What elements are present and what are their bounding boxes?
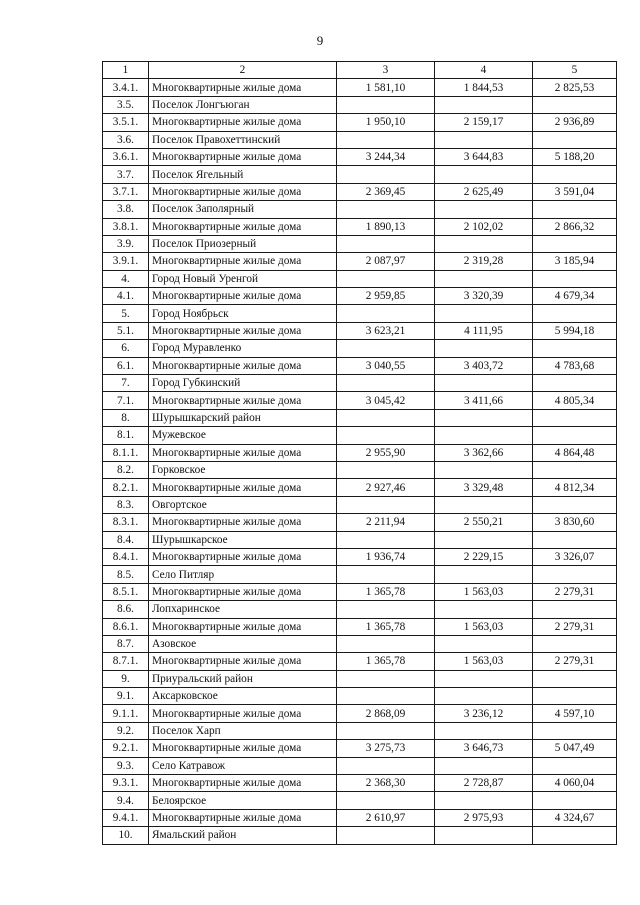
value-col-3: [337, 496, 435, 513]
row-name: Многоквартирные жилые дома: [149, 479, 337, 496]
value-col-3: [337, 340, 435, 357]
row-number: 8.1.1.: [103, 444, 149, 461]
value-col-5: [533, 375, 617, 392]
tariff-table: [102, 61, 617, 845]
row-number: 8.7.1.: [103, 653, 149, 670]
value-col-3: [337, 305, 435, 322]
row-number: 9.2.: [103, 722, 149, 739]
table-row: [103, 148, 617, 165]
value-col-5: [533, 166, 617, 183]
table-row: [103, 96, 617, 113]
value-col-5: [533, 305, 617, 322]
value-col-5: 4 805,34: [533, 392, 617, 409]
value-col-3: 2 211,94: [337, 514, 435, 531]
value-col-4: [435, 409, 533, 426]
table-row: [103, 827, 617, 844]
table-row: [103, 444, 617, 461]
table-row: [103, 218, 617, 235]
value-col-3: [337, 166, 435, 183]
row-number: 3.9.: [103, 235, 149, 252]
value-col-4: 2 728,87: [435, 775, 533, 792]
value-col-5: 2 825,53: [533, 79, 617, 96]
value-col-3: 1 365,78: [337, 653, 435, 670]
value-col-3: [337, 635, 435, 652]
row-number: 8.3.: [103, 496, 149, 513]
row-number: 4.: [103, 270, 149, 287]
row-name: Многоквартирные жилые дома: [149, 444, 337, 461]
row-name: Многоквартирные жилые дома: [149, 392, 337, 409]
value-col-4: 1 563,03: [435, 583, 533, 600]
value-col-4: 2 102,02: [435, 218, 533, 235]
value-col-3: [337, 792, 435, 809]
row-name: Многоквартирные жилые дома: [149, 548, 337, 565]
value-col-5: 3 830,60: [533, 514, 617, 531]
value-col-3: [337, 270, 435, 287]
value-col-4: 3 320,39: [435, 288, 533, 305]
value-col-5: [533, 461, 617, 478]
value-col-3: 1 365,78: [337, 583, 435, 600]
value-col-5: [533, 635, 617, 652]
row-number: 6.: [103, 340, 149, 357]
row-number: 8.6.: [103, 601, 149, 618]
value-col-5: [533, 688, 617, 705]
row-number: 9.3.: [103, 757, 149, 774]
row-number: 8.2.1.: [103, 479, 149, 496]
table-row: [103, 114, 617, 131]
value-col-5: 3 326,07: [533, 548, 617, 565]
table-row: [103, 653, 617, 670]
value-col-3: [337, 96, 435, 113]
table-row: [103, 792, 617, 809]
row-name: Многоквартирные жилые дома: [149, 253, 337, 270]
value-col-4: 2 229,15: [435, 548, 533, 565]
row-number: 3.7.: [103, 166, 149, 183]
table-row: [103, 253, 617, 270]
row-number: 3.4.1.: [103, 79, 149, 96]
table-row: [103, 531, 617, 548]
value-col-4: 4 111,95: [435, 322, 533, 339]
value-col-4: [435, 305, 533, 322]
row-name: Многоквартирные жилые дома: [149, 809, 337, 826]
value-col-3: [337, 601, 435, 618]
row-name: Многоквартирные жилые дома: [149, 583, 337, 600]
row-number: 9.3.1.: [103, 775, 149, 792]
value-col-4: 3 329,48: [435, 479, 533, 496]
value-col-5: [533, 201, 617, 218]
value-col-5: [533, 722, 617, 739]
value-col-4: [435, 827, 533, 844]
value-col-3: 3 040,55: [337, 357, 435, 374]
row-name: Многоквартирные жилые дома: [149, 740, 337, 757]
value-col-5: [533, 670, 617, 687]
value-col-4: [435, 166, 533, 183]
table-row: [103, 496, 617, 513]
value-col-5: 5 994,18: [533, 322, 617, 339]
value-col-5: [533, 566, 617, 583]
value-col-3: [337, 235, 435, 252]
value-col-3: [337, 201, 435, 218]
table-row: [103, 775, 617, 792]
value-col-5: 3 185,94: [533, 253, 617, 270]
value-col-5: 5 047,49: [533, 740, 617, 757]
page-number: 9: [316, 33, 324, 48]
value-col-3: [337, 427, 435, 444]
value-col-5: [533, 427, 617, 444]
row-number: 10.: [103, 827, 149, 844]
row-number: 8.5.: [103, 566, 149, 583]
value-col-4: 2 975,93: [435, 809, 533, 826]
row-name: Горковское: [149, 461, 337, 478]
table-row: [103, 548, 617, 565]
row-name: Многоквартирные жилые дома: [149, 653, 337, 670]
value-col-3: 3 275,73: [337, 740, 435, 757]
row-number: 8.3.1.: [103, 514, 149, 531]
value-col-5: 4 812,34: [533, 479, 617, 496]
value-col-5: [533, 792, 617, 809]
value-col-5: 4 597,10: [533, 705, 617, 722]
table-row: [103, 201, 617, 218]
row-number: 3.5.: [103, 96, 149, 113]
row-name: Город Губкинский: [149, 375, 337, 392]
row-number: 9.1.: [103, 688, 149, 705]
row-name: Многоквартирные жилые дома: [149, 322, 337, 339]
row-number: 8.5.1.: [103, 583, 149, 600]
value-col-4: [435, 375, 533, 392]
row-number: 3.5.1.: [103, 114, 149, 131]
table-row: [103, 740, 617, 757]
table-row: [103, 583, 617, 600]
row-name: Аксарковское: [149, 688, 337, 705]
row-number: 8.6.1.: [103, 618, 149, 635]
row-number: 7.1.: [103, 392, 149, 409]
column-number-header: 3: [337, 62, 435, 79]
row-name: Приуральский район: [149, 670, 337, 687]
value-col-4: [435, 688, 533, 705]
value-col-4: 2 550,21: [435, 514, 533, 531]
table-row: [103, 322, 617, 339]
value-col-3: 1 365,78: [337, 618, 435, 635]
value-col-3: [337, 566, 435, 583]
row-number: 8.4.: [103, 531, 149, 548]
row-number: 8.4.1.: [103, 548, 149, 565]
row-name: Овгортское: [149, 496, 337, 513]
table-row: [103, 235, 617, 252]
row-number: 9.4.1.: [103, 809, 149, 826]
value-col-3: 2 610,97: [337, 809, 435, 826]
value-col-3: 2 369,45: [337, 183, 435, 200]
value-col-3: [337, 688, 435, 705]
row-name: Многоквартирные жилые дома: [149, 514, 337, 531]
row-number: 5.: [103, 305, 149, 322]
table-row: [103, 809, 617, 826]
value-col-3: 1 581,10: [337, 79, 435, 96]
value-col-3: [337, 722, 435, 739]
value-col-4: [435, 566, 533, 583]
value-col-3: [337, 670, 435, 687]
table-row: [103, 183, 617, 200]
value-col-5: [533, 496, 617, 513]
table-row: [103, 270, 617, 287]
value-col-4: [435, 131, 533, 148]
table-row: [103, 375, 617, 392]
value-col-3: 1 936,74: [337, 548, 435, 565]
table-row: [103, 688, 617, 705]
value-col-3: [337, 757, 435, 774]
column-number-header: 4: [435, 62, 533, 79]
table-row: [103, 514, 617, 531]
value-col-5: [533, 601, 617, 618]
row-number: 3.6.: [103, 131, 149, 148]
value-col-4: 2 159,17: [435, 114, 533, 131]
table-row: [103, 166, 617, 183]
row-name: Шурышкарское: [149, 531, 337, 548]
row-name: Лопхаринское: [149, 601, 337, 618]
table-row: [103, 461, 617, 478]
table-row: [103, 340, 617, 357]
row-name: Ямальский район: [149, 827, 337, 844]
table-row: [103, 757, 617, 774]
value-col-5: [533, 270, 617, 287]
table-row: [103, 392, 617, 409]
row-name: Поселок Заполярный: [149, 201, 337, 218]
row-number: 4.1.: [103, 288, 149, 305]
value-col-4: 2 319,28: [435, 253, 533, 270]
table-row: [103, 305, 617, 322]
row-number: 7.: [103, 375, 149, 392]
value-col-4: 3 411,66: [435, 392, 533, 409]
value-col-5: 2 866,32: [533, 218, 617, 235]
row-number: 3.8.1.: [103, 218, 149, 235]
value-col-5: [533, 827, 617, 844]
value-col-5: 2 936,89: [533, 114, 617, 131]
value-col-5: [533, 340, 617, 357]
table-row: [103, 79, 617, 96]
row-name: Поселок Правохеттинский: [149, 131, 337, 148]
row-name: Многоквартирные жилые дома: [149, 288, 337, 305]
value-col-5: [533, 409, 617, 426]
row-name: Азовское: [149, 635, 337, 652]
value-col-5: 4 783,68: [533, 357, 617, 374]
column-number-header: 2: [149, 62, 337, 79]
row-name: Город Ноябрьск: [149, 305, 337, 322]
row-number: 8.7.: [103, 635, 149, 652]
value-col-4: 3 644,83: [435, 148, 533, 165]
row-name: Многоквартирные жилые дома: [149, 775, 337, 792]
value-col-3: 2 368,30: [337, 775, 435, 792]
value-col-4: [435, 792, 533, 809]
value-col-4: [435, 670, 533, 687]
row-name: Многоквартирные жилые дома: [149, 218, 337, 235]
value-col-4: [435, 340, 533, 357]
row-number: 5.1.: [103, 322, 149, 339]
row-name: Шурышкарский район: [149, 409, 337, 426]
row-name: Многоквартирные жилые дома: [149, 114, 337, 131]
value-col-4: 1 563,03: [435, 653, 533, 670]
table-row: [103, 618, 617, 635]
value-col-4: 1 563,03: [435, 618, 533, 635]
table-row: [103, 479, 617, 496]
value-col-5: 4 679,34: [533, 288, 617, 305]
row-name: Многоквартирные жилые дома: [149, 618, 337, 635]
table-row: [103, 566, 617, 583]
value-col-5: 4 060,04: [533, 775, 617, 792]
value-col-5: 2 279,31: [533, 583, 617, 600]
row-number: 9.1.1.: [103, 705, 149, 722]
value-col-5: [533, 131, 617, 148]
value-col-3: 1 890,13: [337, 218, 435, 235]
row-name: Многоквартирные жилые дома: [149, 357, 337, 374]
row-number: 3.8.: [103, 201, 149, 218]
value-col-4: [435, 96, 533, 113]
value-col-5: [533, 96, 617, 113]
row-name: Белоярское: [149, 792, 337, 809]
value-col-4: [435, 531, 533, 548]
value-col-3: [337, 409, 435, 426]
row-number: 9.: [103, 670, 149, 687]
row-number: 3.9.1.: [103, 253, 149, 270]
value-col-3: 1 950,10: [337, 114, 435, 131]
value-col-5: 5 188,20: [533, 148, 617, 165]
row-number: 3.7.1.: [103, 183, 149, 200]
value-col-3: 2 087,97: [337, 253, 435, 270]
value-col-3: 3 623,21: [337, 322, 435, 339]
row-name: Город Новый Уренгой: [149, 270, 337, 287]
value-col-5: [533, 757, 617, 774]
value-col-4: [435, 201, 533, 218]
row-number: 8.2.: [103, 461, 149, 478]
row-name: Поселок Харп: [149, 722, 337, 739]
table-row: [103, 288, 617, 305]
value-col-4: 1 844,53: [435, 79, 533, 96]
row-name: Многоквартирные жилые дома: [149, 705, 337, 722]
row-name: Село Катравож: [149, 757, 337, 774]
row-name: Город Муравленко: [149, 340, 337, 357]
table-row: [103, 427, 617, 444]
value-col-5: [533, 531, 617, 548]
column-number-header: 5: [533, 62, 617, 79]
value-col-3: 2 927,46: [337, 479, 435, 496]
value-col-4: [435, 461, 533, 478]
value-col-4: [435, 496, 533, 513]
table-header-row: [103, 62, 617, 79]
value-col-5: [533, 235, 617, 252]
value-col-4: [435, 427, 533, 444]
value-col-3: 2 955,90: [337, 444, 435, 461]
value-col-5: 3 591,04: [533, 183, 617, 200]
value-col-4: [435, 757, 533, 774]
value-col-4: 2 625,49: [435, 183, 533, 200]
value-col-5: 2 279,31: [533, 653, 617, 670]
value-col-4: [435, 722, 533, 739]
row-name: Поселок Приозерный: [149, 235, 337, 252]
value-col-3: [337, 461, 435, 478]
value-col-4: 3 403,72: [435, 357, 533, 374]
table-row: [103, 601, 617, 618]
value-col-4: [435, 235, 533, 252]
value-col-3: [337, 531, 435, 548]
value-col-3: 3 244,34: [337, 148, 435, 165]
row-number: 3.6.1.: [103, 148, 149, 165]
row-name: Село Питляр: [149, 566, 337, 583]
value-col-3: 2 868,09: [337, 705, 435, 722]
value-col-3: [337, 131, 435, 148]
row-name: Поселок Ягельный: [149, 166, 337, 183]
value-col-5: 4 324,67: [533, 809, 617, 826]
table-row: [103, 131, 617, 148]
row-number: 6.1.: [103, 357, 149, 374]
row-number: 8.: [103, 409, 149, 426]
row-name: Многоквартирные жилые дома: [149, 79, 337, 96]
value-col-4: 3 646,73: [435, 740, 533, 757]
value-col-4: [435, 601, 533, 618]
value-col-4: 3 362,66: [435, 444, 533, 461]
value-col-5: 4 864,48: [533, 444, 617, 461]
value-col-5: 2 279,31: [533, 618, 617, 635]
table-row: [103, 705, 617, 722]
value-col-3: 3 045,42: [337, 392, 435, 409]
value-col-3: [337, 375, 435, 392]
row-name: Многоквартирные жилые дома: [149, 148, 337, 165]
row-name: Многоквартирные жилые дома: [149, 183, 337, 200]
table-row: [103, 409, 617, 426]
row-number: 8.1.: [103, 427, 149, 444]
row-name: Мужевское: [149, 427, 337, 444]
column-number-header: 1: [103, 62, 149, 79]
row-number: 9.2.1.: [103, 740, 149, 757]
value-col-4: [435, 635, 533, 652]
row-number: 9.4.: [103, 792, 149, 809]
value-col-4: [435, 270, 533, 287]
value-col-4: 3 236,12: [435, 705, 533, 722]
table-row: [103, 357, 617, 374]
table-row: [103, 670, 617, 687]
table-row: [103, 722, 617, 739]
row-name: Поселок Лонгъюган: [149, 96, 337, 113]
table-row: [103, 635, 617, 652]
value-col-3: [337, 827, 435, 844]
value-col-3: 2 959,85: [337, 288, 435, 305]
